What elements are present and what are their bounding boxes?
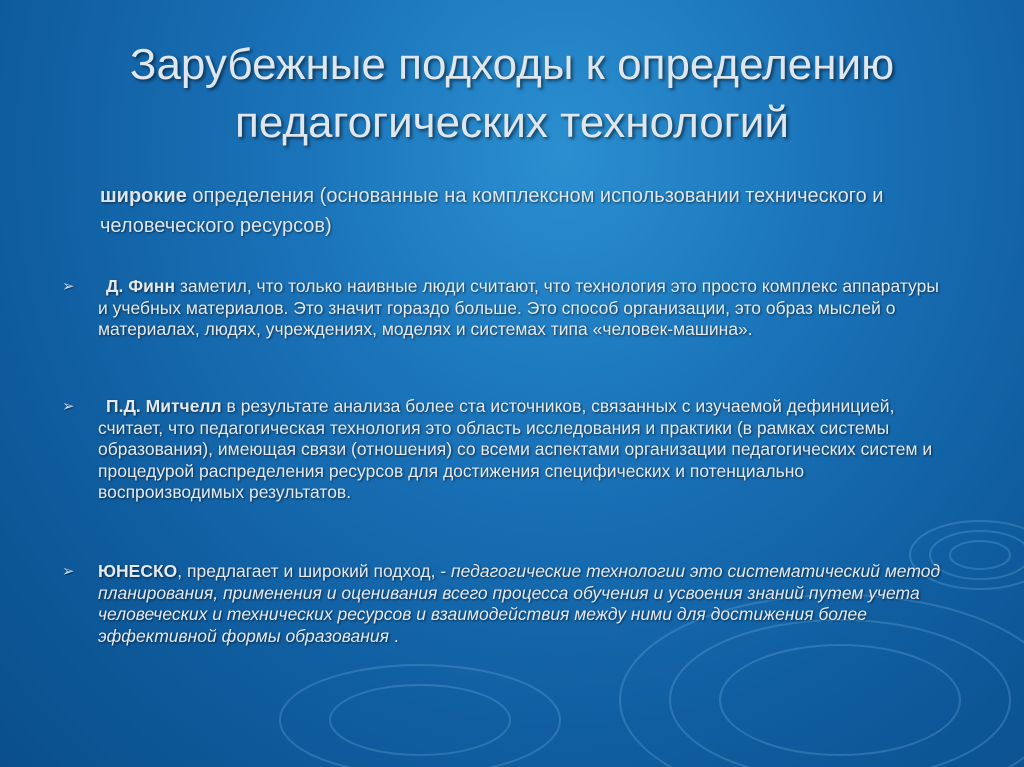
arrow-bullet-icon: ➢ [62,278,75,295]
title-line-1: Зарубежные подходы к определению [129,40,895,89]
subtitle [100,181,960,241]
bullet-end: . [388,625,399,646]
bullet-text [98,561,942,647]
bullet-author: ЮНЕСКО [98,561,178,581]
arrow-bullet-icon: ➢ [62,563,75,580]
subtitle-rest: определения (основанные на комплексном использовании технического и человеческого ресурсов) [100,185,884,237]
subtitle-bold: широкие [100,185,187,207]
bullet-body: , предлагает и широкий подход, - [177,561,452,581]
arrow-bullet-icon: ➢ [62,398,75,415]
bullet-author: П.Д. Митчелл [106,396,222,416]
title-line-2: педагогических технологий [235,98,789,147]
bullet-mitchell [62,396,942,504]
bullet-body: в результате анализа более ста источников, связанных с изучаемой дефиницией, считает, что педагогическая технология это область исследования и практики (в рамках системы образования), имеющая связи (отношения) со всеми аспектами организации педагогических систем и процедурой распределения ресурсов для достижения специфических и потенциально воспроизводимых результатов. [98,396,933,502]
bullet-text [98,276,942,341]
bullet-text [98,396,942,504]
bullet-unesco [62,561,942,647]
slide-title [40,36,984,152]
bullet-finn [62,276,942,341]
bullet-italic-definition: педагогические технологии это систематический метод планирования, применения и оценивания всего процесса обучения и усвоения знаний путем учета человеческих и технических ресурсов и взаимодействия между ними для достижения более эффективной формы образования [98,561,941,646]
bullet-author: Д. Финн [106,276,176,296]
bullet-body: заметил, что только наивные люди считают, что технология это просто комплекс аппаратуры и учебных материалов. Это значит гораздо больше. Это способ организации, это образ мыслей о материалах, людях, учреждениях, моделях и системах типа «человек-машина». [98,276,939,339]
